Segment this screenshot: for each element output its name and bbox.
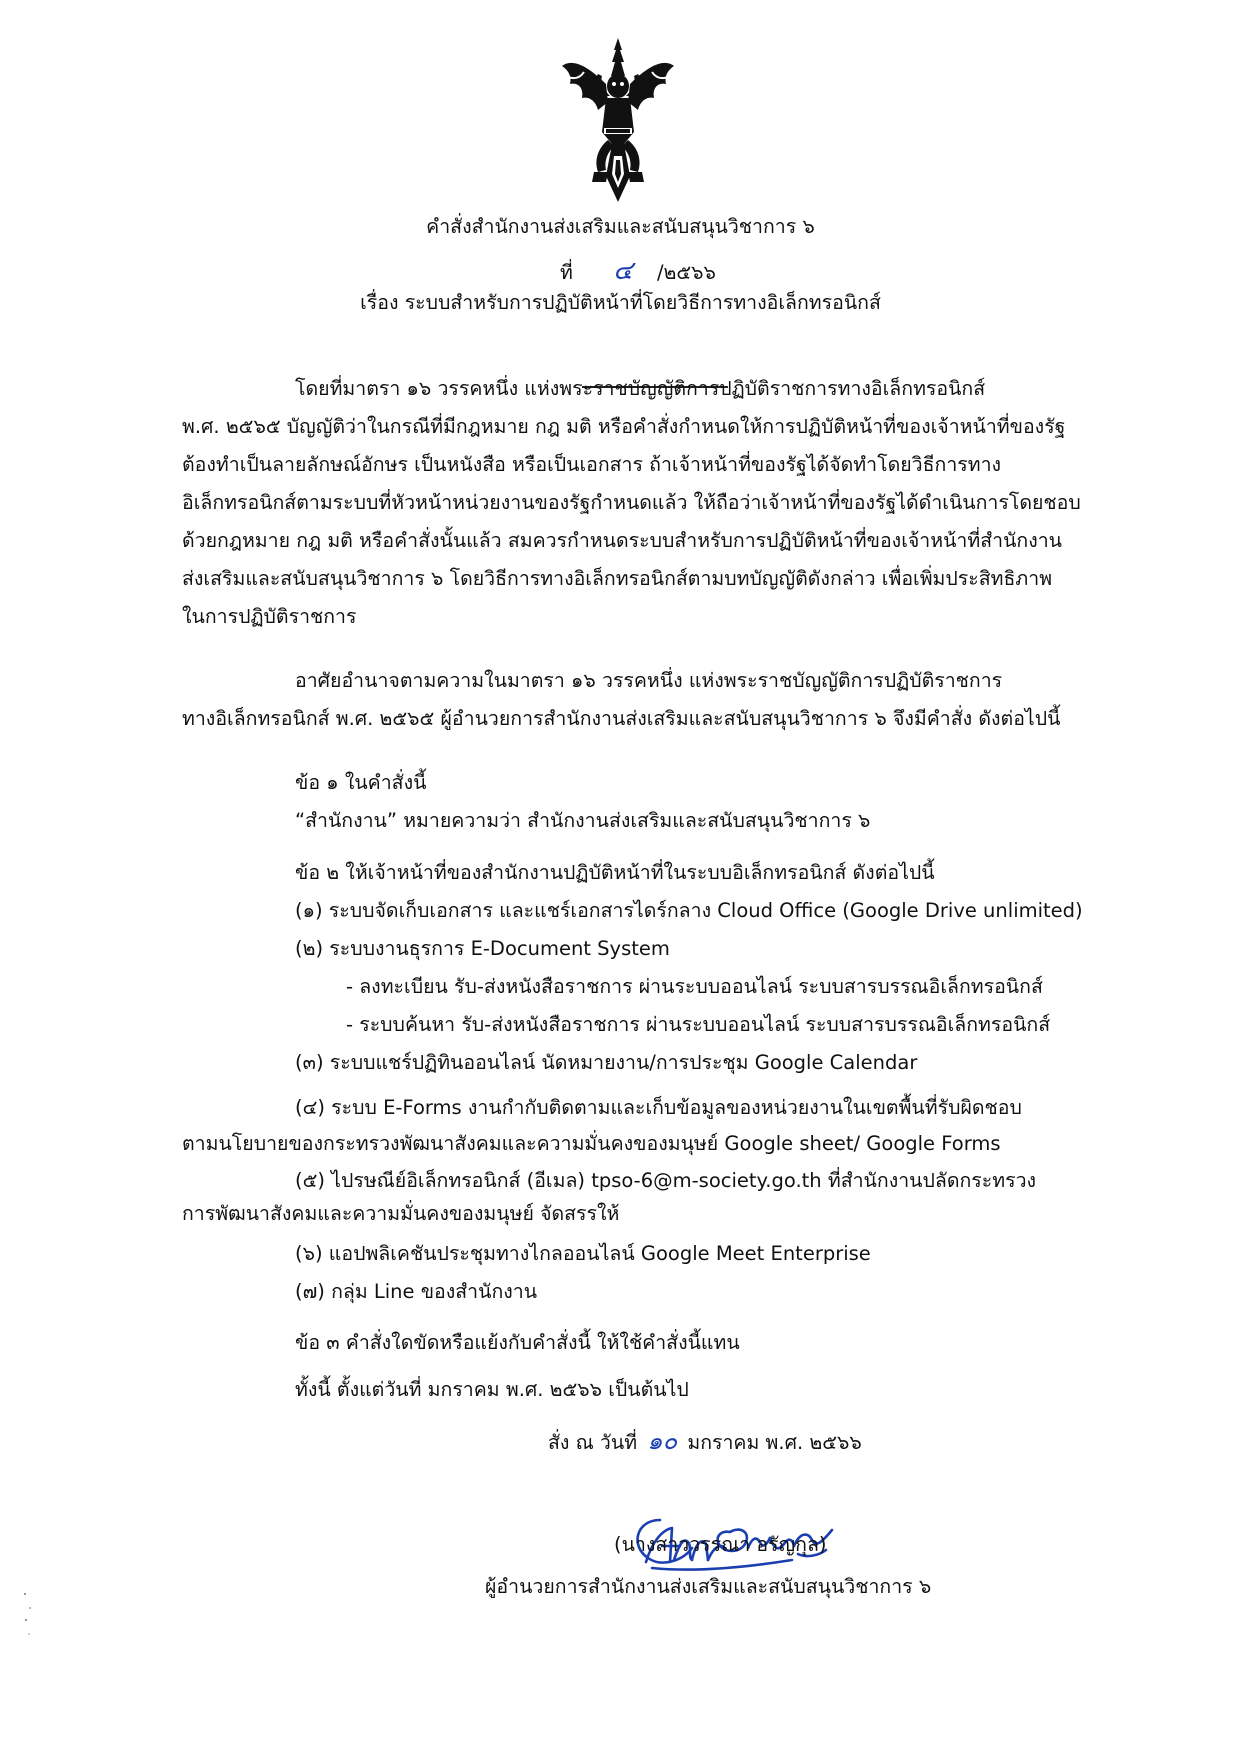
paragraph-line: โดยที่มาตรา ๑๖ วรรคหนึ่ง แห่งพระราชบัญญัติการปฏิบัติราชการทางอิเล็กทรอนิกส์ [295,377,986,400]
paragraph-line: ทางอิเล็กทรอนิกส์ พ.ศ. ๒๕๖๕ ผู้อำนวยการสำนักงานส่งเสริมและสนับสนุนวิชาการ ๖ จึงมีคำสั่ง ดังต่อไปนี้ [182,707,1061,730]
paragraph-line: ส่งเสริมและสนับสนุนวิชาการ ๖ โดยวิธีการทางอิเล็กทรอนิกส์ตามบทบัญญัติดังกล่าว เพื่อเพิ่มประสิทธิภาพ [182,567,1053,590]
paragraph-line: อิเล็กทรอนิกส์ตามระบบที่หัวหน้าหน่วยงานของรัฐกำหนดแล้ว ให้ถือว่าเจ้าหน้าที่ของรัฐได้ดำเนินการโดยชอบ [182,491,1081,514]
paragraph-line: พ.ศ. ๒๕๖๕ บัญญัติว่าในกรณีที่มีกฎหมาย กฎ มติ หรือคำสั่งกำหนดให้การปฏิบัติหน้าที่ของเจ้าหน้าที่ของรัฐ [182,415,1066,438]
order-date [548,1428,862,1456]
list-subitem: - ระบบค้นหา รับ-ส่งหนังสือราชการ ผ่านระบบออนไลน์ ระบบสารบรรณอิเล็กทรอนิกส์ [346,1013,1051,1036]
clause-2: ข้อ ๒ ให้เจ้าหน้าที่ของสำนักงานปฏิบัติหน้าที่ในระบบอิเล็กทรอนิกส์ ดังต่อไปนี้ [295,861,935,884]
order-number-suffix: /๒๕๖๖ [656,261,716,284]
list-subitem: - ลงทะเบียน รับ-ส่งหนังสือราชการ ผ่านระบบออนไลน์ ระบบสารบรรณอิเล็กทรอนิกส์ [346,975,1043,998]
list-item: (๓) ระบบแชร์ปฏิทินออนไลน์ นัดหมายงาน/การประชุม Google Calendar [295,1051,918,1074]
order-subject: เรื่อง ระบบสำหรับการปฏิบัติหน้าที่โดยวิธีการทางอิเล็กทรอนิกส์ [360,291,881,314]
scan-specks [22,1590,34,1640]
list-item: (๖) แอปพลิเคชันประชุมทางไกลออนไลน์ Google Meet Enterprise [295,1242,871,1265]
signer-name: (นางสาววรรณา อรัญกุล) [614,1533,827,1556]
order-number [560,258,716,286]
list-item-continued: ตามนโยบายของกระทรวงพัฒนาสังคมและความมั่นคงของมนุษย์ Google sheet/ Google Forms [182,1132,1001,1155]
clause-3: ข้อ ๓ คำสั่งใดขัดหรือแย้งกับคำสั่งนี้ ให้ใช้คำสั่งนี้แทน [295,1331,740,1354]
list-item: (๗) กลุ่ม Line ของสำนักงาน [295,1280,538,1303]
paragraph-line: ต้องทำเป็นลายลักษณ์อักษร เป็นหนังสือ หรือเป็นเอกสาร ถ้าเจ้าหน้าที่ของรัฐได้จัดทำโดยวิธีการทาง [182,453,1002,476]
list-item: (๑) ระบบจัดเก็บเอกสาร และแชร์เอกสารไดร์กลาง Cloud Office (Google Drive unlimited) [295,899,1083,922]
paragraph-line: อาศัยอำนาจตามความในมาตรา ๑๖ วรรคหนึ่ง แห่งพระราชบัญญัติการปฏิบัติราชการ [295,669,1003,692]
list-item: (๔) ระบบ E-Forms งานกำกับติดตามและเก็บข้อมูลของหน่วยงานในเขตพื้นที่รับผิดชอบ [295,1096,1022,1119]
order-date-suffix: มกราคม พ.ศ. ๒๕๖๖ [687,1431,862,1454]
order-number-prefix: ที่ [560,261,573,284]
order-day-handwritten: ๑๐ [647,1427,678,1455]
list-item: (๒) ระบบงานธุรการ E-Document System [295,937,670,960]
paragraph-line: ในการปฏิบัติราชการ [182,605,357,628]
order-date-prefix: สั่ง ณ วันที่ [548,1431,638,1454]
list-item: (๕) ไปรษณีย์อิเล็กทรอนิกส์ (อีเมล) tpso-6@m-society.go.th ที่สำนักงานปลัดกระทรวง [295,1169,1037,1192]
paragraph-line: ด้วยกฎหมาย กฎ มติ หรือคำสั่งนั้นแล้ว สมควรกำหนดระบบสำหรับการปฏิบัติหน้าที่ของเจ้าหน้าที่สำนักงาน [182,529,1063,552]
garuda-emblem-icon [558,36,678,204]
clause-1-definition: “สำนักงาน” หมายความว่า สำนักงานส่งเสริมและสนับสนุนวิชาการ ๖ [295,809,871,832]
list-item-continued: การพัฒนาสังคมและความมั่นคงของมนุษย์ จัดสรรให้ [182,1202,620,1225]
signer-title: ผู้อำนวยการสำนักงานส่งเสริมและสนับสนุนวิชาการ ๖ [485,1575,932,1598]
order-title: คำสั่งสำนักงานส่งเสริมและสนับสนุนวิชาการ ๖ [426,215,815,238]
order-number-handwritten: ๔ [613,256,633,286]
effective-date: ทั้งนี้ ตั้งแต่วันที่ มกราคม พ.ศ. ๒๕๖๖ เป็นต้นไป [295,1378,689,1401]
clause-1: ข้อ ๑ ในคำสั่งนี้ [295,771,427,794]
